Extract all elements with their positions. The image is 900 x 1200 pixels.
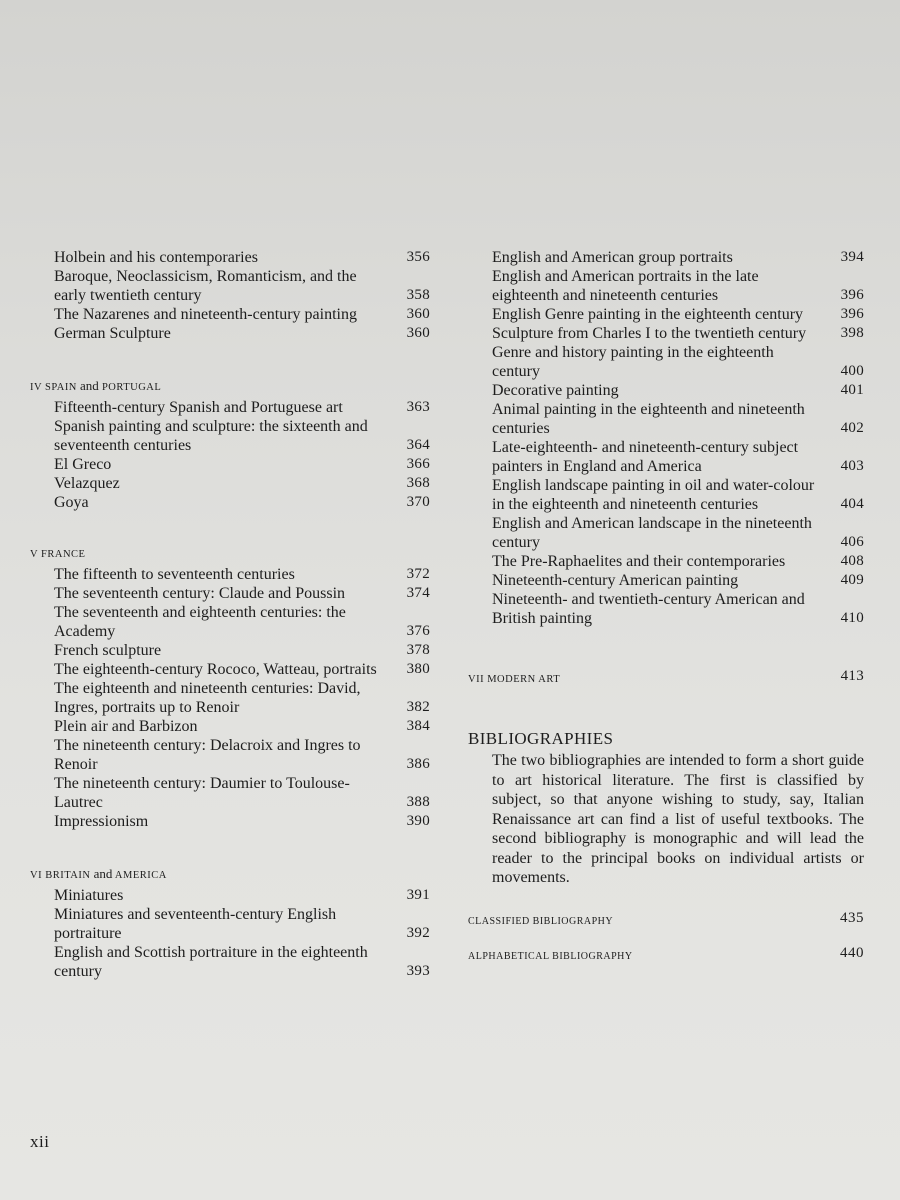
toc-page-number: 380 [406, 661, 430, 677]
toc-entry-title: The seventeenth and eighteenth centuries: the Academy [54, 604, 346, 640]
bibliography-list [468, 910, 864, 962]
toc-page-number: 382 [406, 699, 430, 715]
toc-entry-title: Baroque, Neoclassicism, Romanticism, and the early twentieth century [54, 268, 357, 304]
toc-entry [468, 571, 864, 590]
toc-page-number: 410 [840, 610, 864, 626]
toc-entry-title: The nineteenth century: Daumier to Toulouse-Lautrec [54, 775, 350, 811]
toc-entry-title: French sculpture [54, 642, 162, 659]
toc-entry [30, 565, 430, 584]
toc-entry [468, 343, 864, 381]
toc-entry [30, 584, 430, 603]
toc-entry-title: Late-eighteenth- and nineteenth-century subject painters in England and America [492, 439, 799, 475]
bibliography-entry [468, 945, 864, 962]
toc-page-number: 388 [406, 794, 430, 810]
section-heading [30, 379, 430, 395]
section-and: and [80, 378, 99, 393]
toc-entry [468, 305, 864, 324]
toc-entry-title: The eighteenth-century Rococo, Watteau, portraits [54, 661, 377, 678]
bibliography-entry [468, 910, 864, 927]
toc-entry [468, 438, 864, 476]
toc-entry [468, 324, 864, 343]
sections [30, 379, 430, 981]
toc-page-number: 406 [840, 534, 864, 550]
right-entries [468, 248, 864, 628]
toc-entry [468, 552, 864, 571]
toc-entry [468, 476, 864, 514]
toc-entry [30, 641, 430, 660]
section-label: AMERICA [114, 870, 167, 881]
toc-entry-title: Fifteenth-century Spanish and Portuguese art [54, 399, 343, 416]
toc-entry [30, 660, 430, 679]
toc-entry [468, 514, 864, 552]
toc-entry-title: Sculpture from Charles I to the twentieth century [492, 325, 807, 342]
toc-entry [30, 493, 430, 512]
toc-entry-title: Plein air and Barbizon [54, 718, 198, 735]
toc-page-number: 408 [840, 553, 864, 569]
toc-entry-title: The nineteenth century: Delacroix and Ingres to Renoir [54, 737, 361, 773]
toc-page-number: 358 [406, 287, 430, 303]
toc-entry-title: Genre and history painting in the eighteenth century [492, 344, 774, 380]
toc-entry-title: Nineteenth-century American painting [492, 572, 739, 589]
toc-page-number: 396 [840, 287, 864, 303]
toc-entry-title: German Sculpture [54, 325, 171, 342]
toc-entry-title: The Pre-Raphaelites and their contemporaries [492, 553, 786, 570]
toc-page-number: 356 [406, 249, 430, 265]
toc-entry-title: The fifteenth to seventeenth centuries [54, 566, 295, 583]
toc-entry-title: El Greco [54, 456, 112, 473]
toc-page-number: 400 [840, 363, 864, 379]
bibliographies-description: The two bibliographies are intended to form a short guide to art historical literature. The first is classified by subject, so that anyone wishing to study, say, Italian Renaissance art can find a list of useful textbooks. The second bibliography is monographic and will lead the reader to the principal books on individual artists or movements. [492, 752, 864, 886]
toc-page-number: 378 [406, 642, 430, 658]
toc-page-number: 368 [406, 475, 430, 491]
toc-entry [468, 400, 864, 438]
toc-entry-title: The eighteenth and nineteenth centuries: David, Ingres, portraits up to Renoir [54, 680, 361, 716]
toc-page-number: 403 [840, 458, 864, 474]
toc-entry [468, 381, 864, 400]
section-label: PORTUGAL [101, 382, 162, 393]
toc-page-number: 401 [840, 382, 864, 398]
toc-page-number: 384 [406, 718, 430, 734]
right-column [468, 248, 864, 962]
section-numeral: VII [468, 674, 485, 685]
toc-entry [30, 267, 430, 305]
section-label: SPAIN [45, 382, 77, 393]
toc-page-number: 391 [406, 887, 430, 903]
toc-entry [30, 248, 430, 267]
section-numeral: IV [30, 382, 42, 393]
bibliography-label: CLASSIFIED BIBLIOGRAPHY [468, 915, 614, 927]
toc-entry [30, 812, 430, 831]
toc-entry [30, 324, 430, 343]
toc-entry-title: English landscape painting in oil and water-colour in the eighteenth and nineteenth centuries [492, 477, 815, 513]
toc-entry-title: Miniatures [54, 887, 124, 904]
section-heading [30, 867, 430, 883]
toc-page-number: 398 [840, 325, 864, 341]
toc-page-number: 364 [406, 437, 430, 453]
toc-page-number: 366 [406, 456, 430, 472]
toc-entry-title: Holbein and his contemporaries [54, 249, 258, 266]
toc-entry [30, 474, 430, 493]
section-modern-art [468, 668, 864, 685]
toc-page-number: 392 [406, 925, 430, 941]
toc-page-number: 360 [406, 325, 430, 341]
toc-entry [468, 590, 864, 628]
toc-entry-title: The Nazarenes and nineteenth-century painting [54, 306, 357, 323]
toc-entry [468, 267, 864, 305]
toc-page-number: 394 [840, 249, 864, 265]
left-column [30, 248, 430, 981]
toc-page-number: 360 [406, 306, 430, 322]
toc-entry [30, 679, 430, 717]
toc-page-number: 376 [406, 623, 430, 639]
toc-page-number: 413 [840, 668, 864, 684]
toc-entry [30, 905, 430, 943]
toc-entry [30, 455, 430, 474]
toc-entry-title: Goya [54, 494, 89, 511]
toc-entry-title: Velazquez [54, 475, 120, 492]
toc-page-number: 409 [840, 572, 864, 588]
toc-entry [30, 398, 430, 417]
toc-entry [468, 248, 864, 267]
toc-entry [30, 943, 430, 981]
toc-page-number: 370 [406, 494, 430, 510]
toc-entry [30, 717, 430, 736]
toc-page-number: 440 [840, 944, 864, 961]
section-numeral: VI [30, 870, 43, 881]
toc-entry [30, 417, 430, 455]
toc-entry-title: English and American portraits in the late eighteenth and nineteenth centuries [492, 268, 759, 304]
section-numeral: V [30, 549, 38, 560]
toc-page-number: 435 [840, 909, 864, 926]
toc-entry [30, 774, 430, 812]
toc-entry-title: English and American landscape in the nineteenth century [492, 515, 812, 551]
intro-entries [30, 248, 430, 343]
toc-page-number: 374 [406, 585, 430, 601]
toc-page-number: 390 [406, 813, 430, 829]
toc-page-number: 402 [840, 420, 864, 436]
toc-entry-title: Animal painting in the eighteenth and nineteenth centuries [492, 401, 805, 437]
toc-entry-title: English Genre painting in the eighteenth century [492, 306, 804, 323]
section-label: MODERN ART [487, 674, 561, 685]
toc-entry-title: The seventeenth century: Claude and Poussin [54, 585, 346, 602]
bibliographies-heading: BIBLIOGRAPHIES [468, 729, 614, 748]
toc-page-number: 363 [406, 399, 430, 415]
toc-entry [30, 305, 430, 324]
toc-page-number: 372 [406, 566, 430, 582]
toc-entry-title: Nineteenth- and twentieth-century American and British painting [492, 591, 805, 627]
page-folio: xii [30, 1132, 50, 1151]
toc-entry [30, 886, 430, 905]
section-label: BRITAIN [45, 870, 91, 881]
toc-page-number: 396 [840, 306, 864, 322]
toc-entry-title: English and American group portraits [492, 249, 733, 266]
section-label: FRANCE [41, 549, 86, 560]
toc-entry [30, 603, 430, 641]
toc-page-number: 404 [840, 496, 864, 512]
toc-page-number: 393 [406, 963, 430, 979]
toc-entry-title: Spanish painting and sculpture: the sixteenth and seventeenth centuries [54, 418, 368, 454]
toc-entry-title: Impressionism [54, 813, 149, 830]
section-and: and [93, 866, 113, 881]
toc-entry-title: English and Scottish portraiture in the eighteenth century [54, 944, 368, 980]
toc-page-number: 386 [406, 756, 430, 772]
toc-entry-title: Miniatures and seventeenth-century English portraiture [54, 906, 337, 942]
toc-entry [30, 736, 430, 774]
toc-entry-title: Decorative painting [492, 382, 619, 399]
section-heading [30, 548, 430, 562]
bibliography-label: ALPHABETICAL BIBLIOGRAPHY [468, 950, 633, 962]
